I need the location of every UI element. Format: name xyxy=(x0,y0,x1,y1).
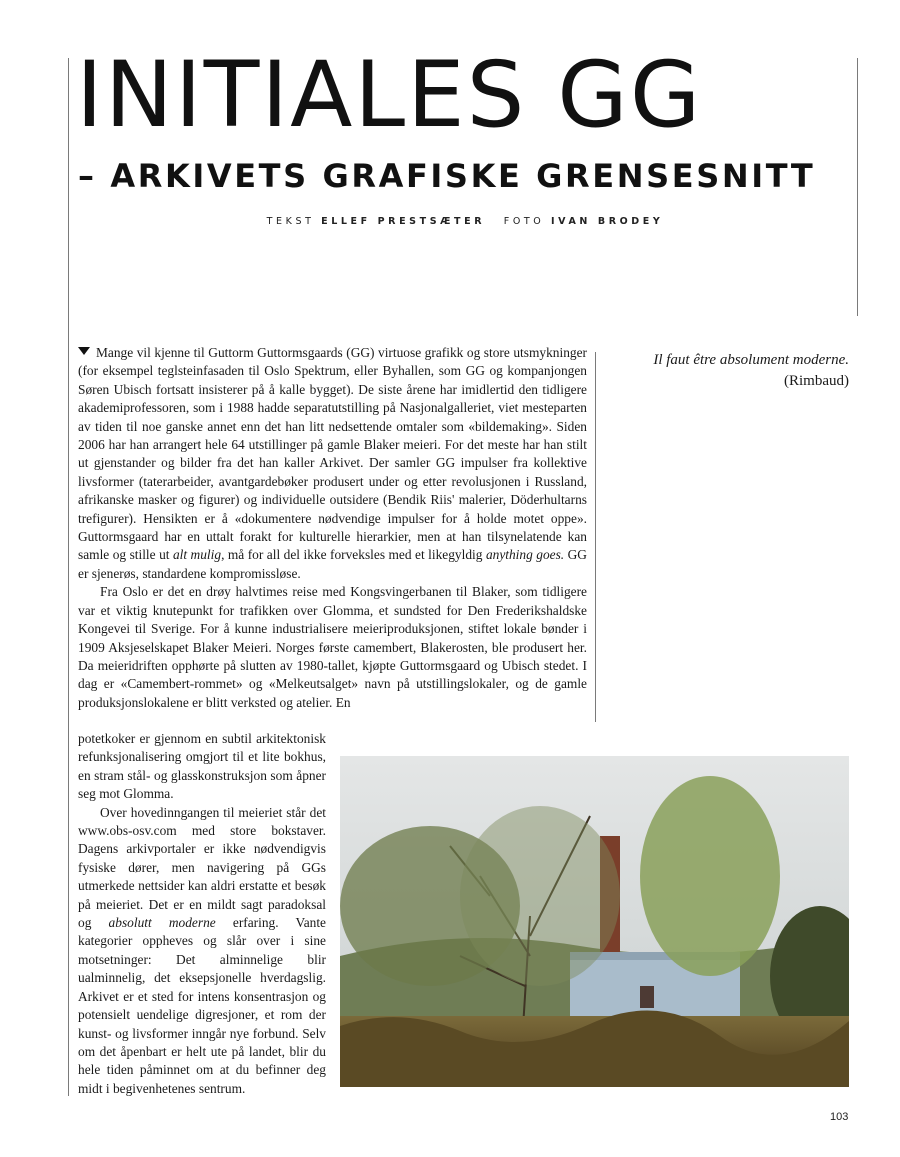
paragraph-2-tail: potetkoker er gjennom en subtil arkitektonisk refunksjonalisering omgjort til et lite bokhus, en stram stål- og glasskonstruksjon som åpner seg mot Glomma. xyxy=(78,731,326,802)
paragraph-1: Mange vil kjenne til Guttorm Guttormsgaards (GG) virtuose grafikk og store utsmykninger (for eksempel teglsteinfasaden til Oslo Spektrum, eller Byhallen, som GG og kompanjongen Søren Ubisch fortsatt insisterer på å kalle bygget). De siste årene har imidlertid den tidligere akademiprofessoren, som i 1988 hadde separatutstilling på Nasjonalgalleriet, viet mesteparten av tiden til noe ganske annet enn det han litt nedsettende omtaler som «bildemaking». Siden 2006 har han arrangert hele 64 utstillinger på gamle Blaker meieri. For det meste har han stilt ut gjenstander og bilder fra det han kaller Arkivet. Der samler GG impulser fra kollektive livsformer (taterarbeider, avantgardebøker produsert under og etter revolusjonen i Russland, afrikanske masker og figurer) og individuelle outsidere (Bendik Riis' malerier, Döderhultarns trefigurer). Hensikten er å «dokumentere nødvendige impulser for å holde motet oppe». Guttormsgaard har en uttalt forakt for kulturelle hierarkier, men at han tilsynelatende kan samle og stille ut alt mulig, må for all del ikke forveksles med et likegyldig anything goes. GG er sjenerøs, standardene kompromissløse. xyxy=(78,345,587,581)
article-subtitle: – ARKIVETS GRAFISKE GRENSESNITT xyxy=(78,157,816,195)
byline xyxy=(0,216,900,227)
byline-text-label: TEKST xyxy=(266,216,315,227)
triangle-bullet-icon xyxy=(78,347,90,355)
article-body-narrow xyxy=(78,730,326,1098)
dairy-building-photo xyxy=(340,756,849,1087)
article-title: INITIALES GG xyxy=(76,43,703,148)
article-body-main xyxy=(78,344,587,712)
epigraph xyxy=(606,350,849,392)
paragraph-2: Fra Oslo er det en drøy halvtimes reise med Kongsvingerbanen til Blaker, som tidligere var et viktig knutepunkt for trafikken over Glomma, et sundsted for Den Frederikshaldske Kongevei til Sverige. For å kunne industrialisere meieriproduksjonen, stiftet lokale bønder i 1909 Aksjeselskapet Blaker Meieri. Norges første camembert, Blakerosten, ble produsert her. Da meieridriften opphørte på slutten av 1980-tallet, kjøpte Guttormsgaard og Ubisch stedet. I dag er «Camembert-rommet» og «Melkeutsalget» navn på utstillingslokaler, og de gamle produksjonslokalene er blitt verksted og atelier. En xyxy=(78,584,587,710)
byline-photo-label: FOTO xyxy=(503,216,545,227)
left-rule xyxy=(68,58,69,1096)
epigraph-attribution: (Rimbaud) xyxy=(784,373,849,389)
column-rule xyxy=(595,352,596,722)
byline-photo-author: IVAN BRODEY xyxy=(551,216,664,227)
paragraph-3: Over hovedinngangen til meieriet står det www.obs-osv.com med store bokstaver. Dagens arkivportaler er ikke nødvendigvis fysiske dører, men navigering på GGs utmerkede nettsider kan aldri erstatte et besøk på meieriet. Det er en mildt sagt paradoksal og absolutt moderne erfaring. Vante kategorier oppheves og slår over i sine motsetninger: Det alminnelige blir ualminnelig, det eksepsjonelle hverdagslig. Arkivet er et sted for intens konsentrasjon og potensielt uendelige digresjoner, et rom der kunst- og livsformer inngår nye forbund. Selv om det åpenbart er helt ute på landet, blir du hele tiden påminnet om at du befinner deg midt i begivenhetenes sentrum. xyxy=(78,804,326,1096)
byline-text-author: ELLEF PRESTSÆTER xyxy=(321,216,486,227)
epigraph-quote: Il faut être absolument moderne. xyxy=(653,352,849,368)
photo-illustration xyxy=(340,756,849,1087)
page-number: 103 xyxy=(830,1111,849,1123)
